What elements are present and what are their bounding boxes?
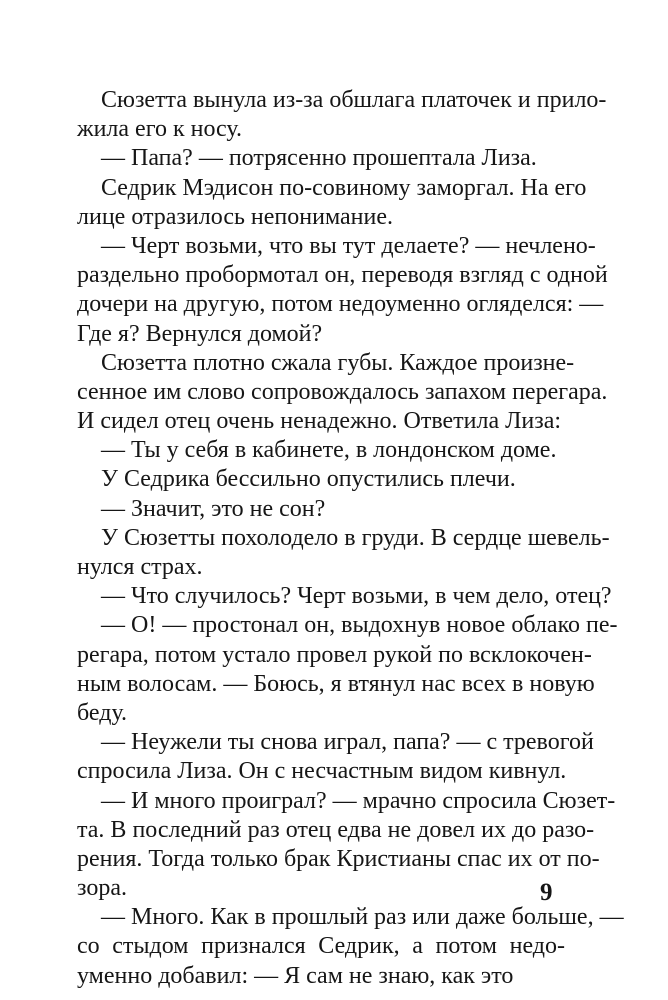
text-line: спросила Лиза. Он с несчастным видом кивнул.	[77, 758, 567, 785]
text-line: жила его к носу.	[77, 116, 242, 143]
text-line: Седрик Мэдисон по-совиному заморгал. На его	[101, 174, 587, 201]
text-line: зора.	[77, 875, 127, 902]
text-line: раздельно пробормотал он, переводя взгляд с одной	[77, 262, 608, 289]
text-line: со стыдом признался Седрик, а потом недо-	[77, 933, 565, 960]
text-line: ным волосам. — Боюсь, я втянул нас всех в новую	[77, 670, 595, 697]
text-line: — Черт возьми, что вы тут делаете? — нечлено-	[101, 232, 596, 259]
text-line: — Папа? — потрясенно прошептала Лиза.	[101, 145, 537, 172]
text-line: — Ты у себя в кабинете, в лондонском доме.	[101, 437, 557, 464]
text-line: — Неужели ты снова играл, папа? — с тревогой	[101, 729, 594, 756]
text-line: И сидел отец очень ненадежно. Ответила Лиза:	[77, 408, 562, 435]
text-line: уменно добавил: — Я сам не знаю, как это	[77, 962, 514, 989]
text-line: лице отразилось непонимание.	[77, 203, 393, 230]
text-line: — О! — простонал он, выдохнув новое облако пе-	[101, 612, 618, 639]
text-line: — Много. Как в прошлый раз или даже больше, —	[101, 904, 624, 931]
text-line: — Что случилось? Черт возьми, в чем дело, отец?	[101, 583, 612, 610]
text-line: нулся страх.	[77, 554, 203, 580]
text-line: Где я? Вернулся домой?	[77, 320, 323, 347]
text-line: — И много проиграл? — мрачно спросила Сюзет-	[101, 787, 616, 814]
text-line: та. В последний раз отец едва не довел их до разо-	[77, 816, 595, 843]
page-text	[77, 86, 624, 991]
page-number: 9	[540, 879, 553, 906]
text-line: беду.	[77, 699, 128, 726]
text-line: регара, потом устало провел рукой по всклокочен-	[77, 641, 592, 668]
text-line: Сюзетта плотно сжала губы. Каждое произне-	[101, 349, 575, 376]
text-line: рения. Тогда только брак Кристианы спас их от по-	[77, 845, 600, 872]
text-line: дочери на другую, потом недоуменно огляделся: —	[77, 291, 604, 318]
text-line: сенное им слово сопровождалось запахом перегара.	[77, 378, 608, 405]
text-line: — Значит, это не сон?	[101, 495, 326, 522]
text-line: Сюзетта вынула из-за обшлага платочек и прило-	[101, 87, 607, 113]
text-line: У Сюзетты похолодело в груди. В сердце шевель-	[101, 524, 610, 551]
text-line: У Седрика бессильно опустились плечи.	[101, 466, 516, 493]
